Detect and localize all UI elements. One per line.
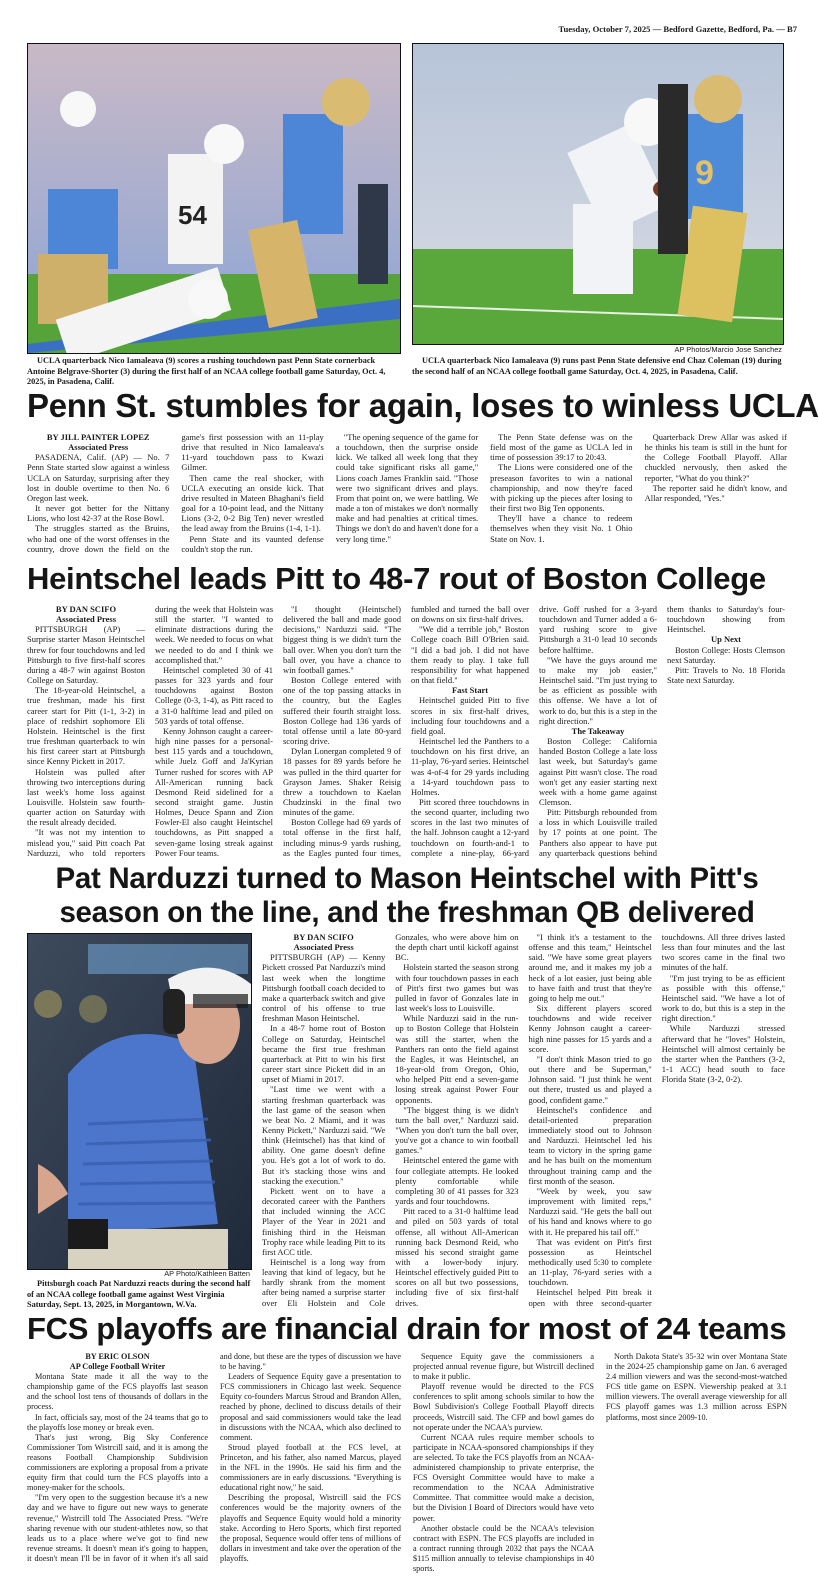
story3-headline-line1: Pat Narduzzi turned to Mason Heintschel with Pitt's: [55, 862, 759, 895]
story2-subhead-takeaway: The Takeaway: [571, 725, 625, 736]
svg-text:54: 54: [178, 200, 207, 230]
story3-paragraph: Pickett went on to have a decorated career with the Panthers that included winning the ACC Player of the Year in 2021 and finishing third in the Heisman Trophy race while leading Pitt to its first ACC title.: [262, 1185, 386, 1257]
story2-subhead-up-next: Up Next: [711, 634, 741, 645]
story2-paragraph: Heintschel completed 30 of 41 passes for 323 yards and four touchdowns against Boston College (0-3, 1-4), as Pitt raced to a 31-0 halftime lead and piled on 503 yards of total offense.: [155, 664, 273, 726]
story2-paragraph: Dylan Lonergan completed 9 of 18 passes for 89 yards before he was pulled in the third quarter for Grayson James. Shaker Reisig threw a touchdown to Kaelan Chudzinski in the final two minutes of the game.: [283, 746, 401, 818]
story1-paragraph: It never got better for the Nittany Lions, who lost 42-37 at the Rose Bowl.: [27, 503, 170, 524]
story1-agency: Associated Press: [68, 442, 129, 453]
story1-paragraph: Quarterback Drew Allar was asked if he thinks his team is still in the hunt for the College Football Playoff. Allar chuckled nervously, then asked the reporter, "What do you think?": [644, 432, 787, 483]
story1-byline: BY JILL PAINTER LOPEZ: [46, 432, 150, 442]
story3-paragraph: Six different players scored touchdowns and wide receiver Kenny Johnson caught a career-high nine passes for 15 yards and a score.: [528, 1003, 652, 1054]
story3-paragraph: Heintschel's confidence and detail-oriented preparation immediately stood out to Johnson and Narduzzi. Heintschel led his team to victory in the spring game and he has built on the momentum throughout training camp and the first month of the season.: [528, 1104, 652, 1186]
story3-paragraph: Holstein started the season strong with four touchdown passes in each of Pitt's first two games but was pulled in favor of Gonzales late in last week's loss to Louisville.: [395, 962, 519, 1014]
story1-paragraph: PASADENA, Calif. (AP) — No. 7 Penn State started slow against a winless UCLA on Saturday, surprising after they lost in double overtime to then No. 6 Oregon last week.: [27, 452, 170, 503]
story2-paragraph: "It was not my intention to mislead you," said Pitt coach Pat Narduzzi, who told reporters during the week that Holstein was still the starter. "I wanted to eliminate distractions during the week. We needed to focus on what we needed to do and I think we accomplished that.": [27, 604, 273, 858]
story3-paragraph: That was evident on Pitt's first possession as Heintschel methodically used 5:30 to complete an 11-play, 76-yard series with a touchdown.: [528, 1236, 652, 1288]
story4-agency: AP College Football Writer: [69, 1362, 166, 1372]
story1-paragraph: They'll have a chance to redeem themselves when they visit No. 1 Ohio State on Nov. 1.: [490, 513, 633, 544]
football-photo-icon: [413, 44, 783, 344]
story1-paragraph: The Lions were considered one of the preseason favorites to win a national championship, and now they're faced with picking up the pieces after losing to their first two Big Ten opponents.: [490, 462, 633, 514]
story3-agency: Associated Press: [293, 942, 354, 953]
story4-paragraph: North Dakota State's 35-32 win over Montana State in the 2024-25 championship game on Jan. 6 averaged 2.4 million viewers and was the second-most-watched FCS title game on ESPN. Viewership peaked at 3.1 million viewers. The overall average viewership for all FCS playoff games was 1.3 million across ESPN platforms, most since 2009-10.: [606, 1352, 787, 1422]
story2-paragraph: Pitt: Travels to No. 18 Florida State next Saturday.: [667, 664, 785, 686]
story3-paragraph: PITTSBURGH (AP) — Kenny Pickett crossed Pat Narduzzi's mind last week when the longtime Pittsburgh football coach decided to make a quarterback switch and give control of his offense to true freshman Mason Heintschel.: [262, 952, 386, 1024]
story2-paragraph: Heintschel led the Panthers to a touchdown on his first drive, an 11-play, 76-yard series. Heintschel was 4-of-4 for 29 yards including a 14-yard touchdown pass to Holmes.: [411, 736, 529, 797]
story1-body: [27, 432, 787, 554]
photo-pat-narduzzi: [27, 933, 252, 1270]
story3-headline: [27, 862, 787, 930]
photo-ucla-touchdown: [27, 43, 401, 354]
story3-paragraph: While Narduzzi said in the run-up to Boston College that Holstein was still the starter, when the Panthers ran onto the field against the Eagles, it was Heintschel, an 18-year-old from Oregon, Ohio, who helped Pitt end a seven-game losing streak against Power Four opponents.: [395, 1013, 519, 1105]
story2-body: [27, 604, 785, 866]
story2-agency: Associated Press: [55, 614, 117, 625]
story3-paragraph: Heintschel is a long way from leaving that kind of legacy, but he hardly shrank from the moment after being named a surprise starter over Eli Holstein and Cole Gonzales, who were above him on the depth chart until kickoff against BC.: [262, 932, 519, 1308]
story3-byline: BY DAN SCIFO: [293, 932, 354, 942]
story1-paragraph: The reporter said he didn't know, and Allar responded, "Yes.": [644, 482, 787, 503]
story4-paragraph: That's just wrong, Big Sky Conference Commissioner Tom Wistrcill said, and it is among the reasons Football Championship Subdivision commissioners are exploring a proposal from a private equity firm that could turn the FCS playoffs into a money-maker for the schools.: [27, 1432, 208, 1493]
story2-paragraph: Boston College: California handed Boston College a late loss last week, but Saturday's game against Pitt wasn't close. The road won't get any easier starting next week with a home game against Clemson.: [539, 736, 657, 807]
story2-paragraph: Holstein was pulled after throwing two interceptions during last week's home loss against Louisville. Holstein saw fourth-quarter action on Saturday with the result already decided.: [27, 766, 145, 828]
story4-headline: FCS playoffs are financial drain for most of 24 teams: [27, 1311, 787, 1346]
story4-byline: BY ERIC OLSON: [85, 1352, 150, 1361]
story2-paragraph: "I thought (Heintschel) delivered the ball and made good decisions," Narduzzi said. "The biggest thing is we didn't turn the ball over. When you don't turn the ball over, you have a chance to win football games.": [283, 604, 401, 675]
story3-body: [262, 932, 785, 1314]
photo-credit-coach: AP Photo/Kathleen Batten: [164, 1269, 250, 1278]
story2-paragraph: Kenny Johnson caught a career-high nine passes for a personal-best 115 yards and a touchdown, while Juelz Goff and Ja'Kyrian Turner rushed for scores with AP All-American running back Desmond Reid sidelined for a second straight game. Justin Holmes, Deuce Spann and Zion Fowler-El also caught Heintschel touchdowns, as Pitt snapped a seven-game losing streak against Power Four teams.: [155, 725, 273, 858]
story2-paragraph: Boston College had 69 yards of total offense in the first half, including minus-9 yards rushing, as the Eagles punted four times, fumbled and turned the ball over on downs on six first-half drives.: [283, 604, 529, 858]
story3-paragraph: While Narduzzi stressed afterward that he "loves" Holstein, Heintschel will almost certainly be the starter when the Panthers (3-2, 1-1 ACC) head south to face Florida State (3-2, 0-2).: [661, 1023, 785, 1085]
story2-paragraph: "We did a terrible job," Boston College coach Bill O'Brien said. "I did a bad job. I did not have them ready to play. I take full responsibility for what happened on that field.": [411, 624, 529, 686]
page-folio: Tuesday, October 7, 2025 — Bedford Gazette, Bedford, Pa. — B7: [558, 24, 797, 34]
story2-byline: BY DAN SCIFO: [55, 604, 117, 614]
story4-paragraph: Stroud played football at the FCS level, at Princeton, and his father, also named Marcus, played in the NFL in the 1990s. He said his firm and the commissioners are in early discussions. "Everything is educational right now," he said.: [220, 1442, 401, 1493]
story1-paragraph: "The opening sequence of the game for a touchdown, then the surprise onside kick. We talked all week long that they could take significant risks all game," Lions coach James Franklin said. "Those were two significant drives and plays. From that point on, we were battling. We made a ton of mistakes we don't normally make and had penalties at critical times. Things we don't do and haven't done for a very long time.": [335, 432, 479, 544]
story2-paragraph: Boston College: Hosts Clemson next Saturday.: [667, 644, 785, 665]
story2-paragraph: PITTSBURGH (AP) — Surprise starter Mason Heintschel threw for four touchdowns and led Pittsburgh to five first-half scores during a 48-7 win against Boston College on Saturday.: [27, 624, 145, 686]
story2-subhead-fast-start: Fast Start: [451, 685, 489, 696]
story3-paragraph: Pitt raced to a 31-0 halftime lead and piled on 503 yards of total offense, all without All-American running back Desmond Reid, who missed his second straight game with a lower-body injury. Heintschel effectively guided Pitt to scores on all but two possessions, including five of six first-half drives.: [395, 1206, 519, 1308]
story3-paragraph: Heintschel entered the game with four collegiate attempts. He looked plenty comfortable while completing 30 of 41 passes for 323 yards and four touchdowns.: [395, 1155, 519, 1207]
story1-paragraph: Then came the real shocker, with UCLA executing an onside kick. That drive resulted in Mateen Bhaghani's field goal for a 10-point lead, and the Nittany Lions (3-2, 0-2 Big Ten) never wrestled the lead away from the Bruins (1-4, 1-1).: [181, 472, 324, 534]
photo-ucla-run: [412, 43, 784, 345]
story1-headline: Penn St. stumbles for again, loses to winless UCLA: [27, 387, 819, 424]
story4-paragraph: In fact, officials say, most of the 24 teams that go to the playoffs lose money or break even.: [27, 1412, 208, 1432]
story1-paragraph: The struggles started as the Bruins, who had one of the worst offenses in the country, drove down the field on the game's first possession with an 11-play drive that resulted in Nico Iamaleava's 11-yard touchdown pass to Kwazi Gilmer.: [27, 432, 324, 554]
story4-paragraph: Montana State made it all the way to the championship game of the FCS playoffs last season and the school lost tens of thousands of dollars in the process.: [27, 1372, 208, 1412]
story4-paragraph: Leaders of Sequence Equity gave a presentation to FCS commissioners in Chicago last week. Sequence Equity co-founders Marcus Stroud and Brandon Allen, reached by phone, declined to discuss details of their proposal and said commissioners would take the lead in discussions with the NCAA, which also declined to comment.: [220, 1372, 401, 1442]
football-photo-icon: [28, 44, 400, 353]
story3-paragraph: Heintschel helped Pitt break it open with three second-quarter touchdowns. All three drives lasted less than four minutes and the last two scores came in the final two minutes of the half.: [528, 932, 785, 1308]
story4-paragraph: Playoff revenue would be directed to the FCS conferences to split among schools similar to how the Bowl Subdivision's College Football Playoff directs proceeds, Wistrcill said. The CFP and bowl games do not operate under the NCAA's purview.: [413, 1382, 594, 1432]
story1-paragraph: The Penn State defense was on the field most of the game as UCLA led in time of possession 39:17 to 20:43.: [490, 432, 633, 463]
story2-headline: Heintschel leads Pitt to 48-7 rout of Boston College: [27, 561, 766, 596]
photo-caption-right: UCLA quarterback Nico Iamaleava (9) runs past Penn State defensive end Chaz Coleman (19) during the second half of an NCAA college football game Saturday, Oct. 4, 2025, in Pasadena, Calif.: [412, 356, 782, 376]
story3-paragraph: "I'm just trying to be as efficient as possible with this offense," Heintschel said. "We have a lot of work to do, but this is a step in the right direction.": [661, 972, 785, 1024]
story3-paragraph: "Last time we went with a starting freshman quarterback was the last game of the season when we beat No. 2 Miami, and it was Kenny Pickett," Narduzzi said. "We think (Heintschel) has that kind of ability. One game doesn't define you. He's got a lot of work to do. But it's stacking those wins and stacking the execution.": [262, 1084, 386, 1186]
svg-text:9: 9: [695, 154, 714, 192]
story4-paragraph: Another obstacle could be the NCAA's television contract with ESPN. The FCS playoffs are included in a contract running through 2032 that pays the NCAA $115 million annually to televise championships in 40 sports.: [413, 1523, 594, 1573]
story1-paragraph: Penn State and its vaunted defense couldn't stop the run.: [181, 533, 324, 554]
story4-paragraph: Current NCAA rules require member schools to participate in NCAA-sponsored championships if they are selected. To take the FCS playoffs from an NCAA-administered championship to private enterprise, the FCS Oversight Committee would have to make a recommendation to the NCAA Administrative Committee. That committee would make a decision, but the Division I Board of Directors would have veto power.: [413, 1432, 594, 1523]
photo-credit-top: AP Photos/Marcio Jose Sanchez: [674, 345, 782, 354]
story2-paragraph: Boston College entered with one of the top passing attacks in the country, but the Eagles suffered their fourth straight loss. Boston College had 136 yards of total offense until a late 80-yard scoring drive.: [283, 675, 401, 747]
story3-headline-line2: season on the line, and the freshman QB delivered: [59, 896, 755, 929]
story3-paragraph: "I don't think Mason tried to go out there and be Superman," Johnson said. "I just think he went out there, trusted us and played a good, confident game.": [528, 1053, 652, 1105]
story4-paragraph: Describing the proposal, Wistrcill said the FCS conferences would be the majority owners of the playoffs and Sequence Equity would hold a minority stake. According to Hero Sports, which first reported the proposal, Sequence would offer tens of millions of dollars in investment and take over the operation of the playoffs.: [220, 1493, 401, 1563]
story4-paragraph: "I'm very open to the suggestion because it's a new day and we have to figure out new ways to generate revenue," Wistrcill told The Associated Press. "We're sharing revenue with our student-athletes now, so that leads us to a place where we've got to find new revenue streams. It doesn't mean it's going to happen, it doesn't mean I'll be in favor of it when it's all said and done, but these are the types of discussion we have to be having.": [27, 1352, 401, 1563]
story3-paragraph: In a 48-7 home rout of Boston College on Saturday, Heintschel became the first true freshman quarterback at Pitt to win his first career start since Pickett did in an upset of Miami in 2017.: [262, 1023, 386, 1085]
coach-photo-icon: [28, 934, 251, 1269]
story2-paragraph: Heintschel guided Pitt to five scores in six first-half drives, including four touchdowns and a field goal.: [411, 695, 529, 736]
photo-caption-coach: Pittsburgh coach Pat Narduzzi reacts during the second half of an NCAA college football game against West Virginia Saturday, Sept. 13, 2025, in Morgantown, W.Va.: [27, 1279, 251, 1310]
story3-paragraph: "I think it's a testament to the offense and this team," Heintschel said. "We have some great players around me, and it makes my job a heck of a lot easier, just being able to have faith and trust that they're going to help me out.": [528, 932, 652, 1003]
photo-caption-left: UCLA quarterback Nico Iamaleava (9) scores a rushing touchdown past Penn State cornerback Antoine Belgrave-Shorter (3) during the first half of an NCAA college football game Saturday, Oct. 4, 2025, in Pasadena, Calif.: [27, 356, 386, 387]
story4-paragraph: Sequence Equity gave the commissioners a projected annual revenue figure, but Wistrcill declined to make it public.: [413, 1352, 594, 1382]
story2-paragraph: "We have the guys around me to make my job easier," Heintschel said. "I'm just trying to be as efficient as possible with this offense. We have a lot of work to do, but this is a step in the right direction.": [539, 654, 657, 726]
story4-body: [27, 1352, 787, 1578]
story2-paragraph: The 18-year-old Heintschel, a true freshman, made his first career start for Pitt (1-1, 3-2) in place of redshirt sophomore Eli Holstein. Heintschel is the first true freshman quarterback to win his first career start at Pittsburgh since Kenny Pickett in 2017.: [27, 685, 145, 767]
story3-paragraph: "Week by week, you saw improvement with limited reps," Narduzzi said. "He gets the ball out of his hand and knows where to go with it. He prepared his tail off.": [528, 1185, 652, 1237]
story3-paragraph: "The biggest thing is we didn't turn the ball over," Narduzzi said. "When you don't turn the ball over, you've got a chance to win football games.": [395, 1104, 519, 1156]
story2-paragraph: Pitt scored three touchdowns in the second quarter, including two scores in the last two minutes of the half. Johnson caught a 12-yard touchdown on fourth-and-1 to complete a nine-play, 66-yard drive. Goff rushed for a 3-yard touchdown and Turner added a 6-yard rushing score to give Pittsburgh a 31-0 lead 10 seconds before halftime.: [411, 604, 657, 858]
story2-paragraph: Pitt: Pittsburgh rebounded from a loss in which Louisville trailed by 17 points at one point. The Panthers also appear to have put any quarterback questions behind them thanks to Saturday's four-touchdown showing from Heintschel.: [539, 604, 785, 858]
